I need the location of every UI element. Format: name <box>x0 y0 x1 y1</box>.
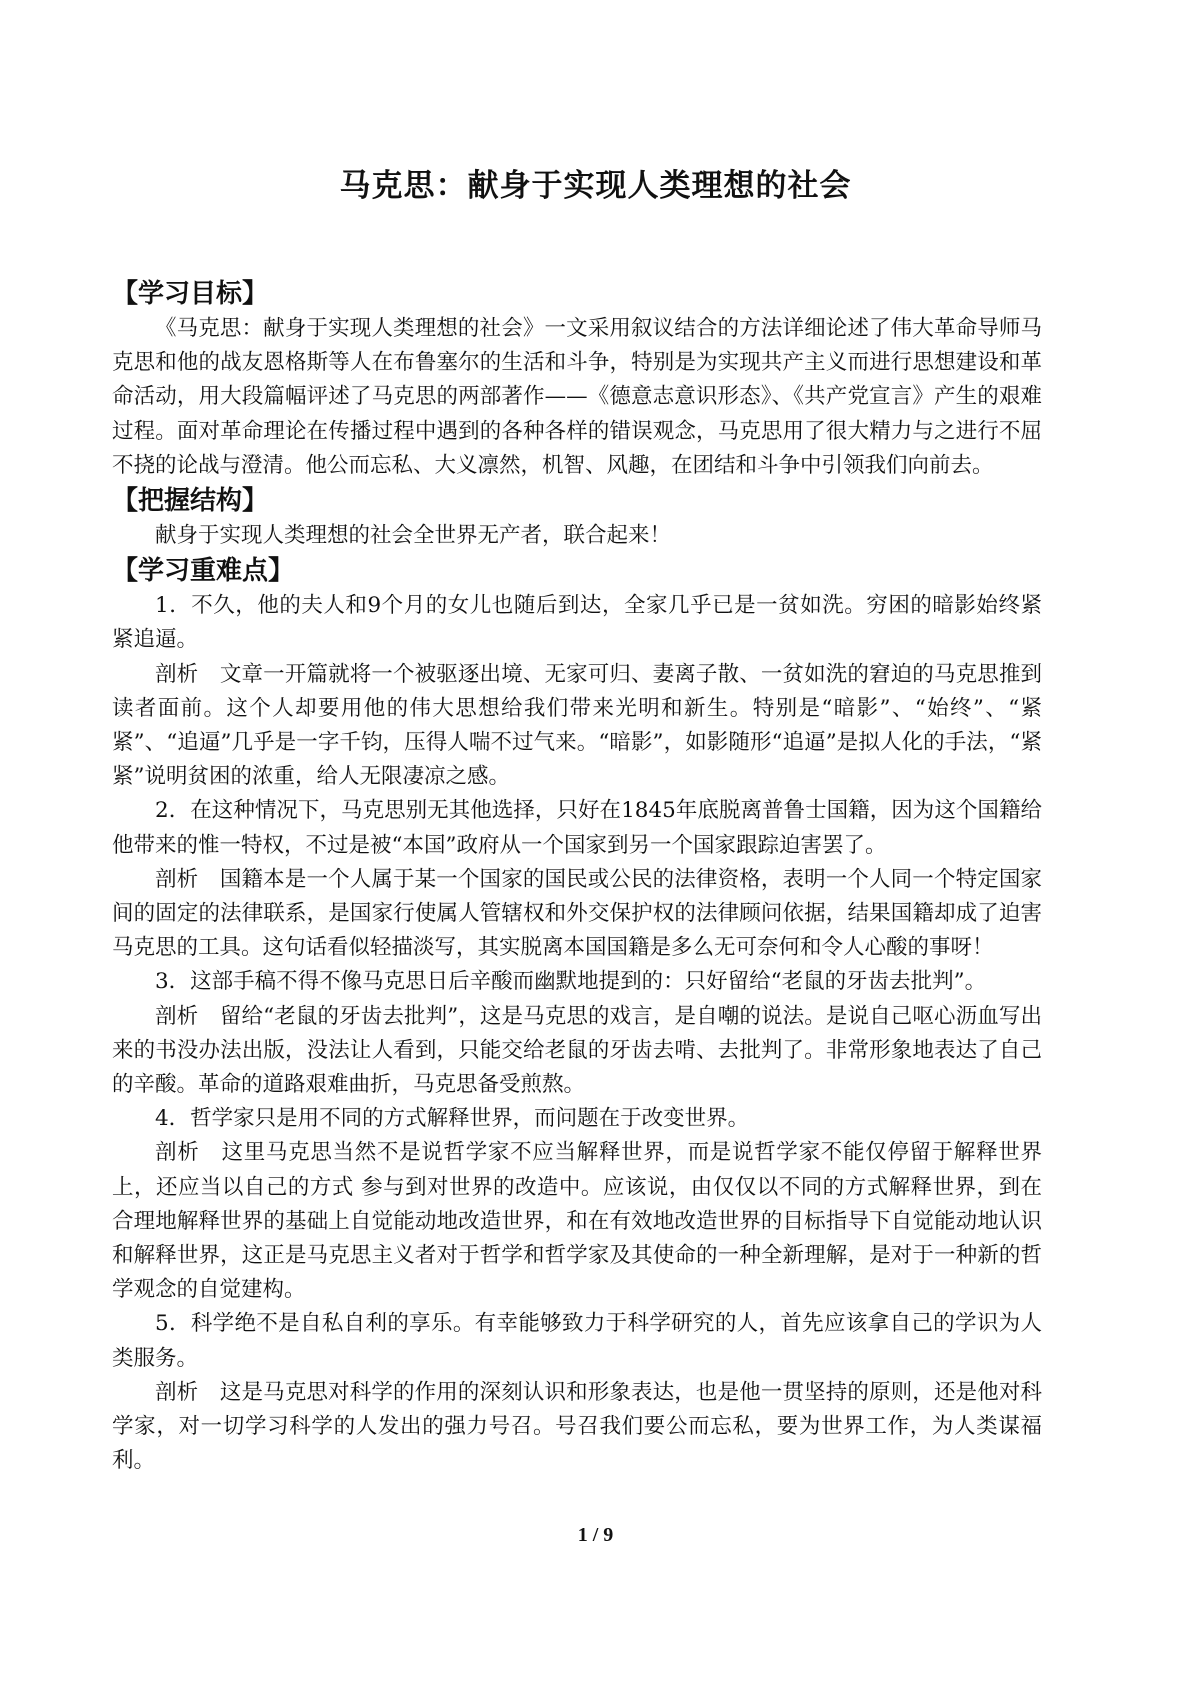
paragraph: 1．不久，他的夫人和9个月的女儿也随后到达，全家几乎已是一贫如洗。穷困的暗影始终紧紧追逼。 <box>112 593 1042 653</box>
page-number: 1 / 9 <box>577 1524 614 1546</box>
section-learning-goals <box>112 276 1042 483</box>
paragraph: 剖析 这是马克思对科学的作用的深刻认识和形象表达，也是他一贯坚持的原则，还是他对科学家，对一切学习科学的人发出的强力号召。号召我们要公而忘私，要为世界工作，为人类谋福利。 <box>112 1379 1042 1474</box>
paragraph: 剖析 留给“老鼠的牙齿去批判”，这是马克思的戏言，是自嘲的说法。是说自己呕心沥血写出来的书没办法出版，没法让人看到，只能交给老鼠的牙齿去啃、去批判了。非常形象地表达了自己的辛酸。革命的道路艰难曲折，马克思备受煎熬。 <box>112 1003 1042 1098</box>
document-body <box>112 276 1042 1479</box>
paragraph: 剖析 国籍本是一个人属于某一个国家的国民或公民的法律资格，表明一个人同一个特定国家间的固定的法律联系，是国家行使属人管辖权和外交保护权的法律顾问依据，结果国籍却成了迫害马克思的工具。这句话看似轻描淡写，其实脱离本国国籍是多么无可奈何和令人心酸的事呀！ <box>112 866 1042 961</box>
paragraph: 5．科学绝不是自私自利的享乐。有幸能够致力于科学研究的人，首先应该拿自己的学识为人类服务。 <box>112 1311 1042 1371</box>
paragraph: 《马克思：献身于实现人类理想的社会》一文采用叙议结合的方法详细论述了伟大革命导师马克思和他的战友恩格斯等人在布鲁塞尔的生活和斗争，特别是为实现共产主义而进行思想建设和革命活动，用大段篇幅评述了马克思的两部著作——《德意志意识形态》、《共产党宣言》产生的艰难过程。面对革命理论在传播过程中遇到的各种各样的错误观念，马克思用了很大精力与之进行不屈不挠的论战与澄清。他公而忘私、大义凛然，机智、风趣，在团结和斗争中引领我们向前去。 <box>112 316 1042 478</box>
paragraph: 4．哲学家只是用不同的方式解释世界，而问题在于改变世界。 <box>155 1106 750 1132</box>
paragraph: 2．在这种情况下，马克思别无其他选择，只好在1845年底脱离普鲁士国籍，因为这个国籍给他带来的惟一特权，不过是被“本国”政府从一个国家到另一个国家跟踪迫害罢了。 <box>112 798 1042 858</box>
section-heading: 【学习重难点】 <box>112 556 295 587</box>
section-heading: 【学习目标】 <box>112 279 269 309</box>
paragraph: 剖析 这里马克思当然不是说哲学家不应当解释世界，而是说哲学家不能仅停留于解释世界上，还应当以自己的方式 参与到对世界的改造中。应该说，由仅仅以不同的方式解释世界，到在合理地解释世界的基础上自觉能动地改造世界，和在有效地改造世界的目标指导下自觉能动地认识和解释世界，这正是马克思主义者对于哲学和哲学家及其使命的一种全新理解，是对于一种新的哲学观念的自觉建构。 <box>112 1140 1042 1303</box>
section-key-points <box>112 553 1042 1478</box>
paragraph: 剖析 文章一开篇就将一个被驱逐出境、无家可归、妻离子散、一贫如洗的窘迫的马克思推到读者面前。这个人却要用他的伟大思想给我们带来光明和新生。特别是“暗影”、“始终”、“紧紧”、“追逼”几乎是一字千钧，压得人喘不过气来。“暗影”，如影随形“追逼”是拟人化的手法，“紧紧”说明贫困的浓重，给人无限凄凉之感。 <box>112 661 1042 790</box>
paragraph: 献身于实现人类理想的社会全世界无产者，联合起来！ <box>155 523 672 549</box>
page-title: 马克思：献身于实现人类理想的社会 <box>339 168 852 204</box>
section-structure <box>112 483 1042 553</box>
section-heading: 【把握结构】 <box>112 486 269 517</box>
paragraph: 3．这部手稿不得不像马克思日后辛酸而幽默地提到的：只好留给“老鼠的牙齿去批判”。 <box>155 969 987 995</box>
